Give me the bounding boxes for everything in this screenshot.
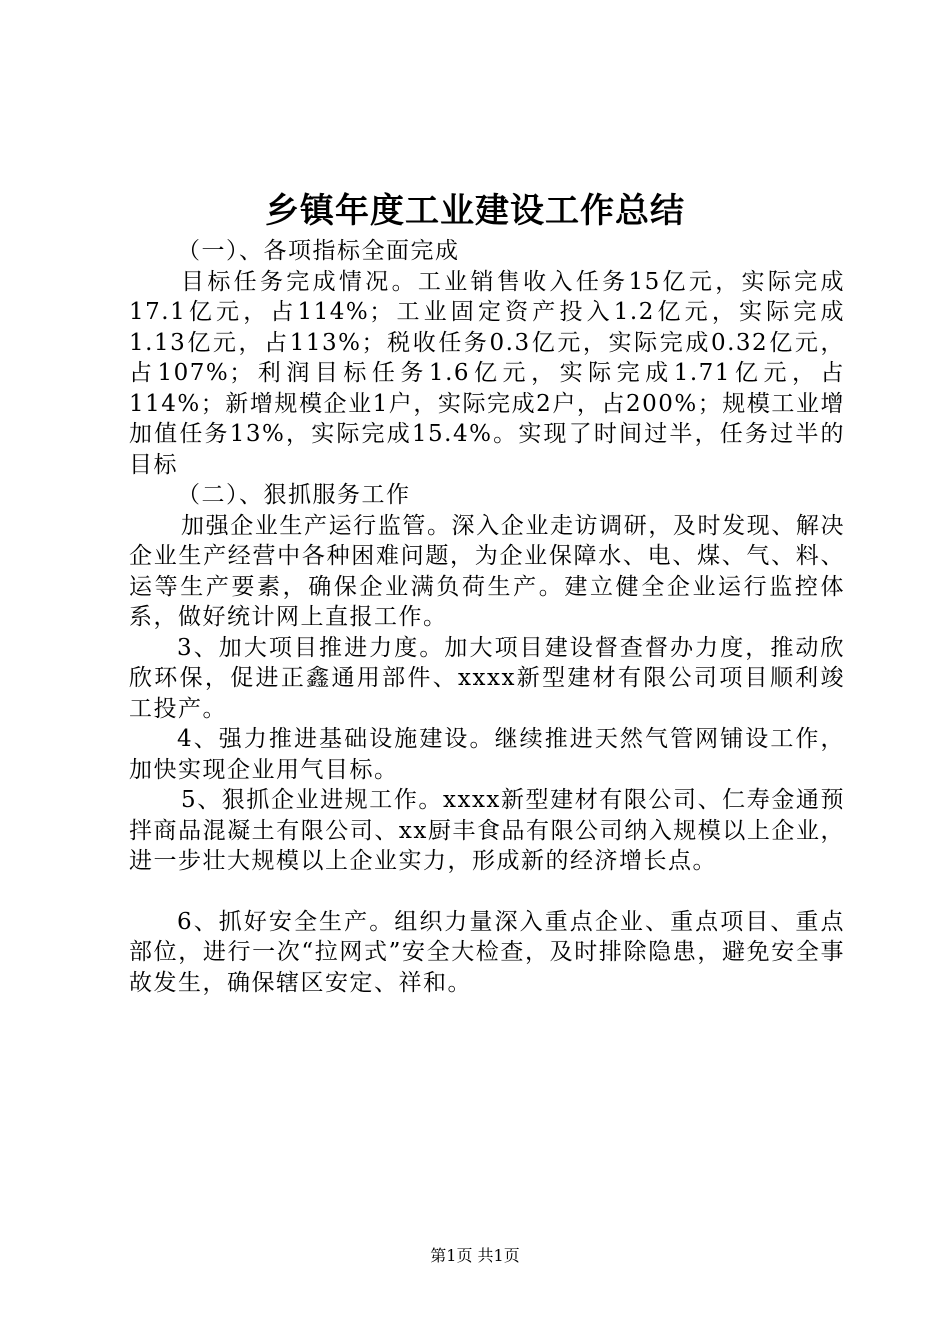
page-footer: 第1页 共1页	[430, 1246, 520, 1265]
paragraph-item-3: 3、加大项目推进力度。加大项目建设督查督办力度，推动欣欣环保，促进正鑫通用部件、xxxx新型建材有限公司项目顺利竣工投产。	[129, 634, 845, 722]
paragraph-item-5: 5、狠抓企业进规工作。xxxx新型建材有限公司、仁寿金通预拌商品混凝土有限公司、xx厨丰食品有限公司纳入规模以上企业，进一步壮大规模以上企业实力，形成新的经济增长点。	[129, 787, 845, 874]
paragraph-supervision: 加强企业生产运行监管。深入企业走访调研，及时发现、解决企业生产经营中各种困难问题，为企业保障水、电、煤、气、料、运等生产要素，确保企业满负荷生产。建立健全企业运行监控体系，做好统计网上直报工作。	[129, 512, 845, 630]
section-heading-1: （一）、各项指标全面完成	[177, 238, 460, 264]
paragraph-item-6: 6、抓好安全生产。组织力量深入重点企业、重点项目、重点部位，进行一次“拉网式”安全大检查，及时排除隐患，避免安全事故发生，确保辖区安定、祥和。	[129, 908, 845, 996]
document-body	[129, 236, 845, 998]
paragraph-item-4: 4、强力推进基础设施建设。继续推进天然气管网铺设工作，加快实现企业用气目标。	[129, 726, 845, 783]
section-heading-2: （二）、狠抓服务工作	[177, 482, 411, 508]
document-title: 乡镇年度工业建设工作总结	[265, 191, 685, 231]
paragraph-targets: 目标任务完成情况。工业销售收入任务15亿元，实际完成17.1亿元，占114%；工业固定资产投入1.2亿元，实际完成1.13亿元，占113%；税收任务0.3亿元，实际完成0.32亿元，占107%；利润目标任务1.6亿元，实际完成1.71亿元，占114%；新增规模企业1户，实际完成2户，占200%；规模工业增加值任务13%，实际完成15.4%。实现了时间过半，任务过半的目标	[129, 268, 845, 478]
